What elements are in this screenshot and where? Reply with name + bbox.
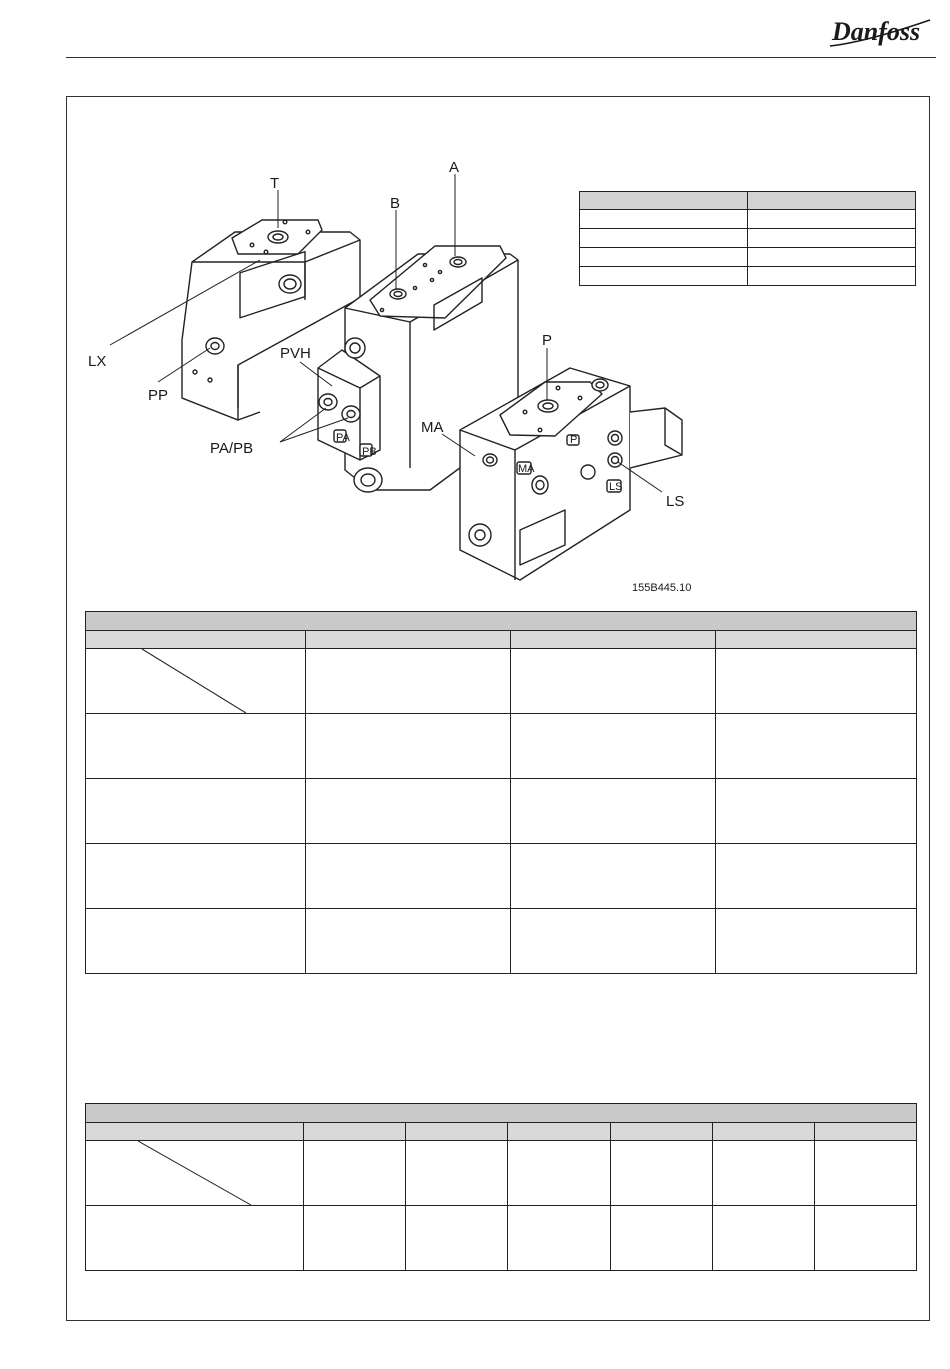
diagonal-divider bbox=[86, 649, 305, 713]
torque-table bbox=[85, 1103, 917, 1271]
callout-pp: PP bbox=[148, 387, 169, 404]
diagonal-header-cell bbox=[86, 649, 306, 714]
logo-text: Danfoss bbox=[832, 17, 921, 46]
figure-reference: 155B445.10 bbox=[632, 582, 692, 594]
callout-t: T bbox=[270, 175, 280, 192]
table-row bbox=[86, 1141, 917, 1206]
table-caption-row bbox=[86, 612, 917, 631]
callout-lx: LX bbox=[88, 353, 107, 370]
table-header-row bbox=[86, 1123, 917, 1141]
table-caption-row bbox=[86, 1104, 917, 1123]
callout-pa-pb: PA/PB bbox=[210, 440, 254, 457]
port-table bbox=[579, 191, 916, 286]
danfoss-logo bbox=[826, 12, 936, 52]
port-table-row bbox=[580, 267, 916, 286]
table-row bbox=[86, 909, 917, 974]
callout-a: A bbox=[449, 159, 460, 176]
stamp-pa: PA bbox=[336, 432, 350, 444]
header-rule bbox=[66, 57, 936, 58]
port-table-row bbox=[580, 210, 916, 229]
port-table-row bbox=[580, 229, 916, 248]
callout-pvh: PVH bbox=[280, 345, 311, 362]
callout-b: B bbox=[390, 195, 401, 212]
diagonal-header-cell bbox=[86, 1141, 304, 1206]
table-row bbox=[86, 1206, 917, 1271]
table-row bbox=[86, 779, 917, 844]
stamp-p: P bbox=[570, 434, 578, 446]
callout-ma: MA bbox=[421, 419, 444, 436]
table-header-row bbox=[86, 631, 917, 649]
stamp-ls: LS bbox=[609, 481, 623, 493]
table-row bbox=[86, 844, 917, 909]
table-row bbox=[86, 714, 917, 779]
stamp-pb: PB bbox=[362, 446, 377, 458]
table-row bbox=[86, 649, 917, 714]
callout-ls: LS bbox=[666, 493, 685, 510]
callout-p: P bbox=[542, 332, 553, 349]
diagonal-divider bbox=[86, 1141, 303, 1205]
port-table-row bbox=[580, 248, 916, 267]
stamp-ma: MA bbox=[518, 463, 535, 475]
port-thread-table bbox=[85, 611, 917, 974]
port-table-header bbox=[580, 192, 916, 210]
